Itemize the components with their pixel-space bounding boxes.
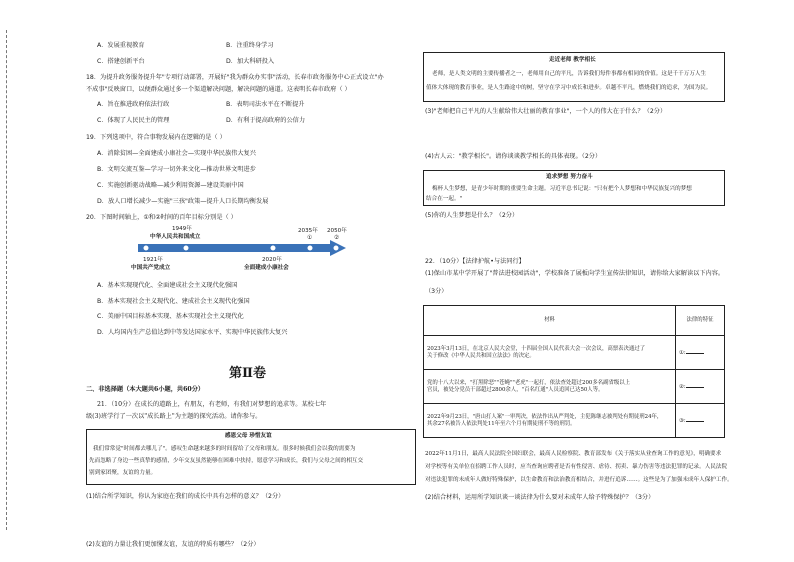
- timeline-dot-1921: [143, 245, 149, 251]
- q18-stem-paren: （ ）: [336, 86, 351, 93]
- q22-sub2: (2)结合材料，运用所学知识谈一谈法律为什么要对未成年人给予特殊保护？（3分）: [425, 494, 655, 501]
- q22-stem-line1: 22．（10分）【法律护航•与法同行】: [425, 258, 525, 265]
- q21-sub4: (4)古人云："教学相长"。请你谈谈教学相长的具体表现。（2分）: [425, 153, 602, 160]
- q21-sub5: (5)你的人生梦想是什么？（2分）: [425, 212, 519, 219]
- q19-option-a: A．消除贫困—全面建成小康社会—实现中华民族伟大复兴: [97, 150, 256, 157]
- timeline-2035-label: 2035年: [298, 228, 318, 234]
- law-row3-answer: [676, 404, 725, 438]
- law-table-row: [424, 370, 725, 404]
- law-table-row: [424, 404, 725, 438]
- q21-sub1: (1)结合所学知识，你认为家庭在我们的成长中具有怎样的意义？（2分）: [86, 493, 285, 500]
- q20-stem: 20．下图时间轴上，①和②时间的百年目标分别是（ ）: [86, 214, 237, 221]
- q21-box-title: 感恩父母 珍惜友谊: [225, 433, 272, 439]
- box-teacher-title: 走近老师 教学相长: [549, 57, 596, 63]
- law-table-header: [424, 306, 725, 336]
- q22-note-line3: 对违法犯罪的未成年人做好特殊保护，以生命教育和法治教育相结合，并进行追诉……。这些是为了加强未成年人保护工作。: [425, 477, 733, 483]
- q19-option-c: C．实施创新驱动战略—减少利用资源—建设美丽中国: [97, 182, 244, 189]
- law-row2-material: [424, 370, 676, 404]
- q21-stem-line1: 21．（10分）在成长的道路上，有朋友，有老师，有我们对梦想的追求等。某校七年: [97, 401, 327, 408]
- q20-option-d: D．人均国内生产总值达到中等发达国家水平、实现中华民族伟大复兴: [97, 329, 288, 336]
- timeline-dot-2035: [307, 245, 313, 251]
- box-teacher-line2: 值体大体现的教育事业，是人生路途中的树，坚守在学习中成长和进步。卓越不平凡，燃烧我们的追求，为国为民。: [426, 85, 712, 91]
- q18-option-c: C．体现了人民民主的管理: [97, 117, 170, 124]
- law-row2-mark: ②:: [679, 384, 686, 390]
- q18-option-a: A．旨在推进政府依法行政: [97, 101, 170, 108]
- law-row3-material: [424, 404, 676, 438]
- q21-sub3: (3)"老师把自己平凡的人生献给伟大壮丽的教育事业"，一个人的伟大在于什么？（2分）: [425, 108, 667, 115]
- q18-stem-line2: [86, 86, 351, 94]
- q20-option-a: A．基本实现现代化、全面建成社会主义现代化强国: [97, 282, 238, 289]
- law-row1-mark: ①:: [679, 350, 686, 356]
- q18-stem-text: 不成事"反映窗口，以便群众通过多一个渠道解决问题，解决问题的通道。这表明长春市政府: [86, 86, 337, 93]
- law-row1-blank[interactable]: [686, 348, 704, 354]
- timeline-dot-2050: [333, 245, 339, 251]
- q21-box-line2: 先而忽略了身边一些真挚的感情，少年交友虽然能够在困难中扶持，愿意学习和成长，我们与父母之间的相互交: [89, 458, 364, 464]
- q21-stem-line2: 级(3)班学行了一次以"成长路上"为主题的探究活动。请你参与。: [86, 413, 262, 420]
- timeline-1921-year: 1921年: [143, 257, 163, 263]
- timeline-arrow: [138, 240, 348, 256]
- timeline-bar: [138, 244, 332, 252]
- law-row1-line1: 2023年3月13日，在北京人民大会堂，十四届全国人民代表大会一次会议，高票表决通过了: [427, 345, 646, 352]
- q19-option-d: D．放人口增长减少—实施"三孩"政策—提升人口长期均衡发展: [97, 198, 269, 205]
- law-table-header-material: 材料: [424, 306, 676, 336]
- law-row3-mark: ③:: [679, 418, 686, 424]
- timeline-1921-text: 中国共产党成立: [131, 265, 171, 271]
- box-dream-title: 追求梦想 努力奋斗: [546, 174, 593, 180]
- law-row2-line1: 党的十八大以来，"打黑除恶""苍蝇""老虎"一起打，依法查处超过200多名副省级以上: [427, 379, 631, 386]
- box-dream-line2: 结合在一起。": [426, 196, 463, 202]
- q21-box-line3: 别到家团聚，友谊的力量。: [89, 470, 157, 476]
- law-row2-answer: [676, 370, 725, 404]
- section-title: 第Ⅱ卷: [229, 366, 266, 381]
- box-teacher-line1: 老师，是人类文明的主要传播者之一，老师用自己的平凡，告诉我们每件事都有相同的价值。这是千千万万人生: [432, 71, 707, 77]
- law-row3-line2: 其余27名被告人依法判处11年至六个月有期徒刑不等的刑罚。: [427, 420, 576, 427]
- timeline-mark-2: ②: [334, 235, 340, 241]
- q22-stem-line3: （3分）: [425, 288, 448, 295]
- law-row3-line1: 2022年9月23日，"唐山打人案"一审判决，依法作出从严判处，主犯陈继志被判处有期徒刑24年，: [427, 413, 663, 420]
- q18-option-d: D．有利于提高政府的公信力: [226, 117, 306, 124]
- q21-box-line1: 我们常常觉"时间都去哪儿了"。感叹生命越来越多的时间留给了父母和朋友。很多时候我们会以我的需要为: [93, 446, 356, 452]
- law-row1-material: [424, 336, 676, 370]
- timeline-2020-year: 2020年: [262, 257, 282, 263]
- q17-option-a: A．发展重视教育: [97, 42, 145, 49]
- fold-line-left: [6, 30, 7, 530]
- timeline-1949-year: 1949年: [172, 226, 192, 232]
- q17-option-c: C．搭建创新平台: [97, 58, 145, 65]
- q21-material-box: [86, 429, 416, 485]
- box-teacher: [423, 52, 725, 102]
- timeline-2020-text: 全面建成小康社会: [244, 265, 289, 271]
- law-row1-answer: [676, 336, 725, 370]
- q22-stem-line2: (1)保山市某中学开展了"普法进校园活动"，学校准备了展板向学生宣传法律知识，请你给大家解读以下内容。: [425, 270, 725, 277]
- law-table-header-law: 法律的特征: [676, 306, 725, 336]
- q17-option-d: D．加大科研投入: [226, 58, 275, 65]
- law-row2-line2: 官员，被处分党员干部超过2800余人，"百名红通"人员追回已达50人等。: [427, 386, 604, 393]
- law-table: [423, 305, 725, 438]
- q21-sub2: (2)友谊的力量让我们更加懂友谊，友谊的特质有哪些？（2分）: [86, 541, 260, 548]
- q20-option-c: C．美丽中国目标基本实现、基本实现社会主义现代化: [97, 313, 244, 320]
- timeline-dot-1949: [183, 245, 189, 251]
- law-row2-blank[interactable]: [686, 382, 704, 388]
- timeline-mark-1: ①: [307, 235, 313, 241]
- timeline-dot-2020: [270, 245, 276, 251]
- law-row3-blank[interactable]: [686, 416, 704, 422]
- timeline-1949-text: 中华人民共和国成立: [150, 234, 201, 240]
- law-row1-line2: 关于修改《中华人民共和国立法法》的决定。: [427, 352, 535, 359]
- q19-stem: 19．下列选项中，符合事物发展内在逻辑的是（ ）: [86, 134, 226, 141]
- q18-option-b: B．表明司法水平在不断提升: [226, 101, 305, 108]
- q22-note-line1: 2022年11月1日，最高人民法院全国妇联会，最高人民检察院、教育部发布《关于落实从业查询工作的意见》，明确要求: [425, 451, 722, 457]
- q17-option-b: B．注重终身学习: [226, 42, 274, 49]
- law-table-row: [424, 336, 725, 370]
- timeline-2050-label: 2050年: [327, 228, 347, 234]
- q18-stem-line1: 18．为提升政务服务提升年"专项行动部署，开展好"我为群众办实事"活动，长春市政务服务中心正式设立"办: [86, 74, 384, 81]
- box-dream-line1: 梅杯人生梦想，是青少年时期的重要生命主题。习近平总书记说："只有把个人梦想和中华民族复兴的梦想: [432, 186, 692, 192]
- part2-header: 二、非选择题（本大题共6小题，共60分）: [86, 386, 205, 393]
- q20-option-b: B．基本实现社会主义现代化、建成社会主义现代化强国: [97, 298, 250, 305]
- q19-option-b: B．文明交流互鉴—学习一切外来文化—推动世界文明进步: [97, 166, 256, 173]
- q22-note-line2: 对学校等有关单位在招聘工作人员时，应当查询应聘者是否有性侵害、虐待、拐卖、暴力伤害等违法犯罪的记录。人民法院: [425, 464, 728, 470]
- box-dream: [423, 170, 725, 206]
